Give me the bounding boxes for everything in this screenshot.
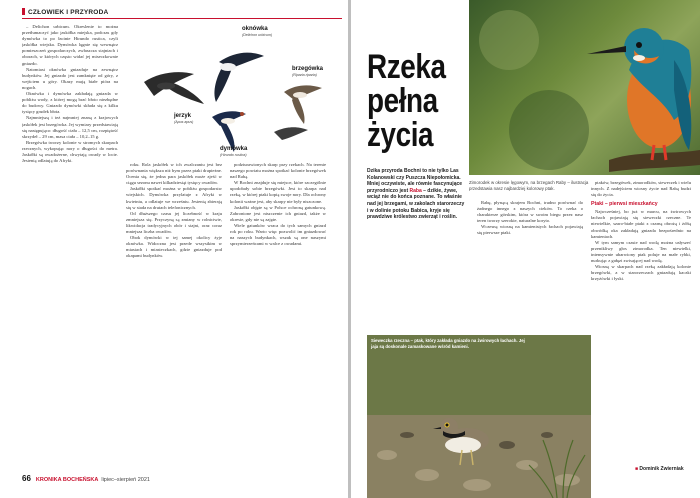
house-martin-figure (214, 53, 264, 102)
article-column-3 (230, 162, 326, 440)
paragraph: Rabę, płynącą skrajem Bochni, trudno porównać do żadnego innego z naszych cieków. To rzeka o charakterze górskim, która w swoim biegu przez nasz teren tworzy szerokie, naturalne koryto. (477, 200, 583, 224)
paragraph: Najmniejszą i też najmniej znaną z krajowych jaskółek jest brzegówka. Jej wymiary przedstawiają się następująco: długość ciała – 12,5 cm, rozpiętość skrzydeł – 29 cm, masa ciała – 10,2–15 g. (22, 115, 118, 139)
author-dash: ■ (635, 466, 640, 472)
right-column-2 (591, 180, 691, 425)
plover-caption: Sieweczka rzeczna – ptak, który zakłada gniazdo na żwirowych łachach. Jej jaja są doskonale zamaskowane wśród kamieni. (371, 338, 525, 349)
kingfisher-caption: Zimorodek w okresie lęgowym, na brzegach Raby – ilustracja przedstawia nasz najbardziej kolorowy ptak. (469, 180, 589, 191)
paragraph: Jaskółki spotkać można w pobliżu gospodarstw wiejskich. Dymówka przylatuje z Afryki w kwietniu, a odlatuje we wrześniu. Jesienią zbierają się w stada na drutach telefonicznych. (126, 186, 222, 210)
lead-highlight: Raba (409, 187, 422, 194)
paragraph: Natomiast oknówka gniazduje na zewnątrz budynków. Jej gniazdo jest zamknięte od góry, z wejściem u góry. Okazy mają białe pióra na nogach. (22, 66, 118, 90)
paragraph: Wiosną w skarpach nad rzeką zakładają kolonie brzegówki, a w starorzeczach gniazdują kaczki krzyżówki i łyski. (591, 264, 691, 282)
section-tag (22, 8, 108, 16)
author-signature (635, 466, 684, 472)
paragraph: Wiele gatunków wraca do tych samych gniazd rok po roku. Warto więc pozwolić im gniazdować na naszych budynkach, wszak są one naszymi sprzymierzeńcami w walce z owadami. (230, 222, 326, 247)
plover-photo (367, 335, 591, 498)
label-jer-latin: (Apus apus) (174, 120, 194, 124)
kingfisher-photo (469, 0, 700, 175)
paragraph: W tym samym czasie nad wodą można usłyszeć przenikliwy głos zimorodka. Ten niewielki, intensywnie ubarwiony ptak poluje na małe rybki, nurkując z gałęzi zwisającej nad wodą. (591, 239, 691, 264)
paragraph: roku. Rola jaskółek w ich zwalczaniu jest bez porównania większa niż bym przez ptaki drapieżne. Ocenia się, że jedna para jaskółek może zjeść w ciągu sezonu nawet kilkadziesiąt tysięcy owadów. (126, 162, 222, 186)
page-footer (22, 474, 150, 483)
label-okn-latin: (Delichon urbicum) (242, 33, 273, 37)
article-column-2 (126, 162, 222, 440)
lead-text-1: Dzika przyroda Bochni to nie tylko Las Kolanowski czy Puszcza Niepołomicka. Mniej oczywiste, ale równie fascynujące przyrodniczo jest (367, 168, 463, 194)
lead-text-2: – dzikie, żywe, wciąż nie do końca poznane. To właśnie nad jej brzegami, w zakolach starorzeczy i w dolinie potoku Babica, kryje się prawdziwe królestwo zwierząt i roślin. (367, 187, 465, 221)
title-line-2: pełna (367, 82, 438, 120)
sub-heading: Ptaki – pierwsi mieszkańcy (591, 201, 658, 208)
paragraph: Wczesną wiosną na kamienistych łachach pojawiają się pierwsze ptaki. (477, 224, 583, 236)
label-dym-latin: (Hirundo rustica) (220, 153, 247, 157)
author-name: Dominik Zwierniak (639, 466, 684, 472)
title-line-3: życia (367, 116, 434, 154)
right-column-1 (477, 200, 583, 335)
swallow-species-illustration (124, 22, 344, 160)
label-jer: jerzyk (174, 113, 192, 119)
paragraph: Brzegówka tworzy kolonie w stromych skarpach rzecznych, wykopując nory o długości do metra. Jaskółki są owadożerne, chwytają owady w locie. Jesienią odlatują do Afryki. (22, 139, 118, 164)
paragraph: ptaków, brzegówek, zimorodków, sieweczek i wielu innych. Z nadejściem wiosny życie nad Rabą budzi się do życia. (591, 180, 691, 198)
paragraph: Oknówka i dymówka zakładają gniazda w pobliżu wody, z której mogą brać błoto niezbędne do budowy. Gniazdo dymówki składa się z kilku tysięcy grudek błota. (22, 91, 118, 115)
issue-date: lipiec–sierpień 2021 (101, 477, 150, 483)
paragraph: Najwcześniej, bo już w marcu, na żwirowych łachach pojawiają się sieweczki rzeczne. Te niewielkie, szaro-białe ptaki z czarną obrożą i żółtą obwódką oka zakładają gniazda bezpośrednio na kamieniach. (591, 209, 691, 239)
label-dym: dymówka (220, 146, 248, 152)
label-brz-latin: (Riparia riparia) (292, 73, 317, 77)
swift-figure (144, 72, 204, 104)
paragraph: W Bochni znajduje się miejsce, które szczególnie upodobały sobie brzegówki. Jest to skarpa nad rzeką, w której ptaki kopią swoje nory. Dla ochrony kolonii ważne jest, aby skarpy nie były niszczone. (230, 180, 326, 204)
title-line-1: Rzeka (367, 48, 446, 86)
paragraph: – Delichon urbicum. Okreslenie to można przetłumaczyć jako jaskółka miejska, podczas gdy dymówka to po łacinie Hirundo rustica, czyli jaskółka wiejska. Dymówka lęgnie się wewnątrz pomieszczeń gospodarczych, zwłaszcza stajniach i oborach, w których często widać jej miseczkowate gniazdo. (22, 24, 118, 66)
header-rule (22, 18, 342, 19)
article-lead (367, 168, 465, 221)
section-tag-label: CZŁOWIEK I PRZYRODA (28, 9, 109, 16)
article-column-1 (22, 24, 118, 432)
page-number: 66 (22, 474, 31, 483)
right-page (351, 0, 700, 498)
left-page (0, 0, 348, 498)
article-title (367, 50, 446, 152)
label-brz: brzegówka (292, 66, 324, 72)
paragraph: Od dłuższego czasu jej liczebność w kraju zmniejsza się. Przyczyną są zmiany w rolnictwie, likwidacja tradycyjnych obór i stajni, oraz coraz mniejsza liczba owadów. (126, 210, 222, 235)
label-okn: oknówka (242, 26, 268, 32)
paragraph: Obok dymówki w tej samej okolicy żyje oknówka. Widoczna jest przede wszystkim w miastach i miasteczkach, gdzie gniazduje pod okapami budynków. (126, 235, 222, 259)
section-tag-marker (22, 8, 25, 15)
paragraph: Jaskółki objęte są w Polsce ochroną gatunkową. Zabronione jest niszczenie ich gniazd, także w okresie, gdy nie są zajęte. (230, 204, 326, 222)
magazine-name: KRONIKA BOCHEŃSKA (35, 477, 99, 483)
paragraph: podziurawionych skarp przy rzekach. Na terenie naszego powiatu można spotkać kolonie brzegówek nad Rabą. (230, 162, 326, 180)
sand-martin-figure (274, 85, 322, 140)
